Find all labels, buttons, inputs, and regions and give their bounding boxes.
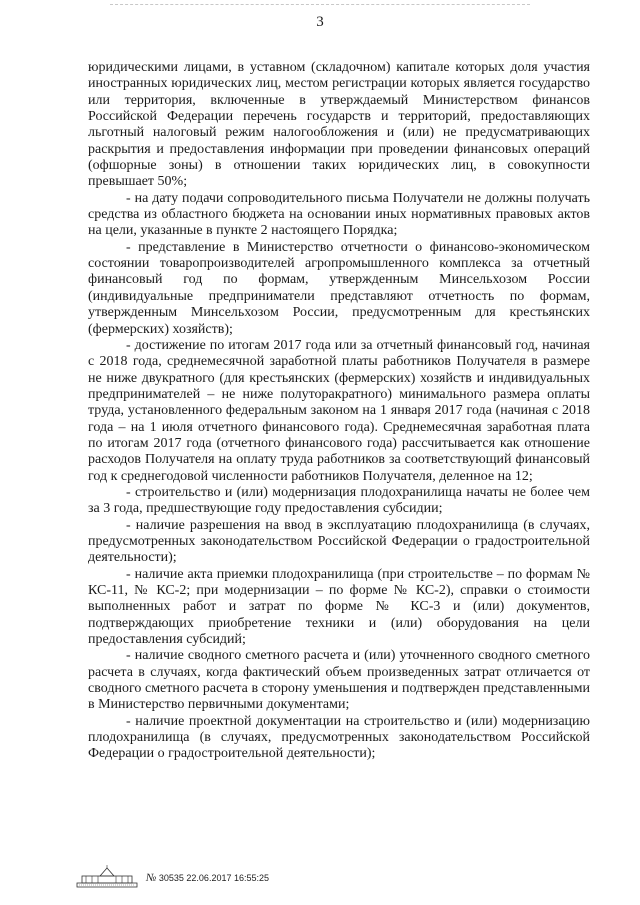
number-sign: № xyxy=(146,872,157,884)
list-item: - строительство и (или) модернизация плодохранилища начаты не более чем за 3 года, предшествующие году предоставления субсидии; xyxy=(88,484,590,517)
list-item: - наличие проектной документации на строительство и (или) модернизацию плодохранилища (в случаях, предусмотренных законодательством Российской Федерации о градостроительной деятельности); xyxy=(88,713,590,762)
list-item: - наличие разрешения на ввод в эксплуатацию плодохранилища (в случаях, предусмотренных законодательством Российской Федерации о градостроительной деятельности); xyxy=(88,517,590,566)
registration-number-datetime: 30535 22.06.2017 16:55:25 xyxy=(158,873,269,883)
document-body xyxy=(88,60,590,763)
page-number: 3 xyxy=(316,14,324,30)
list-item: - представление в Министерство отчетности о финансово-экономическом состоянии товаропроизводителей агропромышленного комплекса за отчетный финансовый год по формам, утвержденным Минсельхозом России (индивидуальные предприниматели представляют отчетность по формам, утвержденным Минсельхозом России, предусмотренным для крестьянских (фермерских) хозяйств); xyxy=(88,239,590,337)
list-item: - на дату подачи сопроводительного письма Получатели не должны получать средства из областного бюджета на основании иных нормативных правовых актов на цели, указанные в пункте 2 настоящего Порядка; xyxy=(88,190,590,239)
list-item: - наличие акта приемки плодохранилища (при строительстве – по формам № КС-11, № КС-2; при модернизации – по форме № КС-2), справки о стоимости выполненных работ и затрат по форме № КС-3 и (или) документов, подтверждающих приобретение техники и (или) оборудования на цели предоставления субсидий; xyxy=(88,566,590,648)
document-footer xyxy=(76,862,376,892)
list-item: - достижение по итогам 2017 года или за отчетный финансовый год, начиная с 2018 года, среднемесячной заработной платы работников Получателя в размере не ниже двукратного (для крестьянских (фермерских) хозяйств и индивидуальных предпринимателей – не ниже полуторакратного) минимального размера оплаты труда, установленного федеральным законом на 1 января 2017 года (начиная с 2018 года – на 1 июля отчетного финансового года). Среднемесячная заработная плата по итогам 2017 года (отчетного финансового года) рассчитывается как отношение расходов Получателя на оплату труда работников за соответствующий финансовый год к среднегодовой численности работников Получателя, деленное на 12; xyxy=(88,337,590,484)
registration-stamp xyxy=(146,872,269,884)
scan-edge-artifact xyxy=(110,4,530,8)
list-item: - наличие сводного сметного расчета и (или) уточненного сводного сметного расчета в случаях, когда фактический объем произведенных затрат отличается от сводного сметного расчета в сторону уменьшения и подтвержден представленными в Министерство первичными документами; xyxy=(88,648,590,713)
government-building-logo xyxy=(76,864,138,888)
paragraph-continuation: юридическими лицами, в уставном (складочном) капитале которых доля участия иностранных юридических лиц, местом регистрации которых является государство или территория, включенные в утверждаемый Министерством финансов Российской Федерации перечень государств и территорий, предоставляющих льготный налоговый режим налогообложения и (или) не предусматривающих раскрытия и предоставления информации при проведении финансовых операций (офшорные зоны) в отношении таких юридических лиц, в совокупности превышает 50%; xyxy=(88,60,590,190)
